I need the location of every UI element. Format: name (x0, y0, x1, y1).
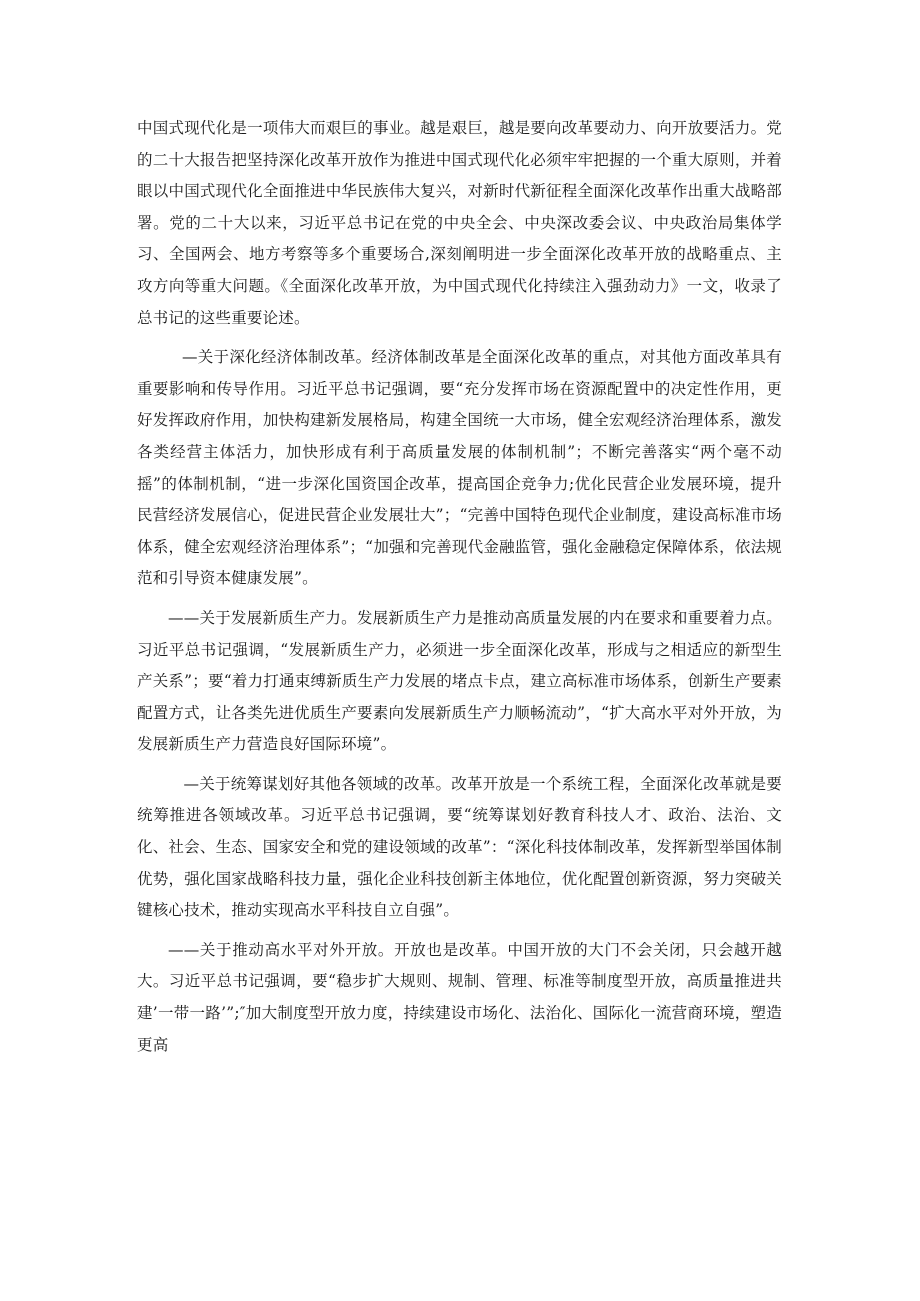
paragraph-intro: 中国式现代化是一项伟大而艰巨的事业。越是艰巨，越是要向改革要动力、向开放要活力。党的二十大报告把坚持深化改革开放作为推进中国式现代化必须牢牢把握的一个重大原则，并着眼以中国式现代化全面推进中华民族伟大复兴，对新时代新征程全面深化改革作出重大战略部署。党的二十大以来，习近平总书记在党的中央全会、中央深改委会议、中央政治局集体学习、全国两会、地方考察等多个重要场合,深刻阐明进一步全面深化改革开放的战略重点、主攻方向等重大问题。《全面深化改革开放，为中国式现代化持续注入强劲动力》一文，收录了总书记的这些重要论述。 (137, 119, 782, 327)
paragraph-other-fields-reform: —关于统筹谋划好其他各领域的改革。改革开放是一个系统工程，全面深化改革就是要统筹推进各领域改革。习近平总书记强调，要“统筹谋划好教育科技人才、政治、法治、文化、社会、生态、国家安全和党的建设领域的改革”：“深化科技体制改革，发挥新型举国体制优势，强化国家战略科技力量，强化企业科技创新主体地位，优化配置创新资源，努力突破关键核心技术，推动实现高水平科技自立自强”。 (137, 774, 782, 920)
paragraph-new-productive-forces: ——关于发展新质生产力。发展新质生产力是推动高质量发展的内在要求和重要着力点。习近平总书记强调，“发展新质生产力，必须进一步全面深化改革，形成与之相适应的新型生产关系”；要“着力打通束缚新质生产力发展的堵点卡点，建立高标准市场体系，创新生产要素配置方式，让各类先进优质生产要素向发展新质生产力顺畅流动”，“扩大高水平对外开放，为发展新质生产力营造良好国际环境”。 (137, 608, 782, 754)
paragraph-opening-up: ——关于推动高水平对外开放。开放也是改革。中国开放的大门不会关闭，只会越开越大。习近平总书记强调，要“稳步扩大规则、规制、管理、标准等制度型开放，高质量推进共建’一带一路’”;″加大制度型开放力度，持续建设市场化、法治化、国际化一流营商环境，塑造更高 (137, 940, 782, 1054)
document-body (137, 113, 782, 1069)
paragraph-economic-reform: —关于深化经济体制改革。经济体制改革是全面深化改革的重点，对其他方面改革具有重要影响和传导作用。习近平总书记强调，要“充分发挥市场在资源配置中的决定性作用，更好发挥政府作用，加快构建新发展格局，构建全国统一大市场，健全宏观经济治理体系，激发各类经营主体活力，加快形成有利于高质量发展的体制机制”；不断完善落实“两个毫不动摇”的体制机制，“进一步深化国资国企改革，提高国企竞争力;优化民营企业发展环境，提升民营经济发展信心，促进民营企业发展壮大”；“完善中国特色现代企业制度，建设高标准市场体系，健全宏观经济治理体系”；“加强和完善现代金融监管，强化金融稳定保障体系，依法规范和引导资本健康发展”。 (137, 348, 782, 588)
